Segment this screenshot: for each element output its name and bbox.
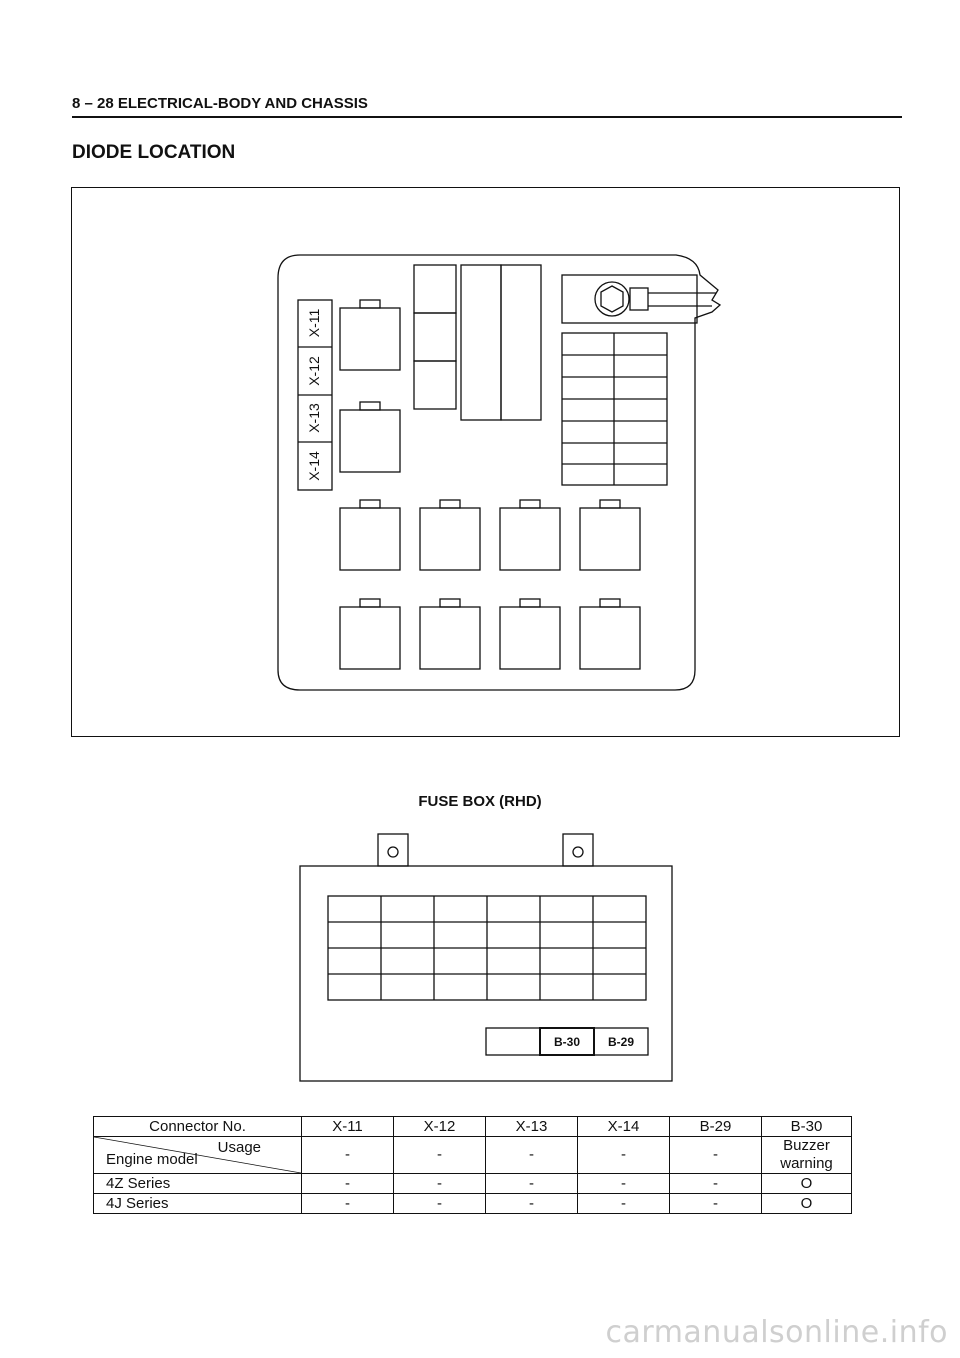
row-label: 4Z Series	[94, 1174, 302, 1194]
table-cell: -	[670, 1137, 762, 1174]
terminal-bolt	[562, 275, 716, 323]
section-title: DIODE LOCATION	[72, 142, 236, 163]
table-cell: -	[394, 1194, 486, 1214]
table-cell: -	[486, 1174, 578, 1194]
header-b30: B-30	[762, 1117, 852, 1137]
row-label: 4J Series	[94, 1194, 302, 1214]
maxi-fuses	[461, 265, 541, 420]
header-x14: X-14	[578, 1117, 670, 1137]
table-cell: -	[578, 1194, 670, 1214]
table-cell: O	[762, 1174, 852, 1194]
table-row	[94, 1194, 852, 1214]
table-cell: -	[486, 1137, 578, 1174]
connector-label-x13: X-13	[306, 403, 322, 433]
table-cell: -	[578, 1137, 670, 1174]
table-cell: -	[394, 1174, 486, 1194]
mini-fuse-grid	[562, 333, 667, 485]
relay-row-2	[340, 599, 640, 669]
table-row	[94, 1174, 852, 1194]
table-cell: -	[302, 1194, 394, 1214]
header-x12: X-12	[394, 1117, 486, 1137]
diode-grid	[328, 896, 646, 1000]
watermark: carmanualsonline.info	[605, 1315, 948, 1350]
table-cell: -	[578, 1174, 670, 1194]
diode-label-b29: B-29	[607, 1035, 635, 1049]
diode-label-b30: B-30	[553, 1035, 581, 1049]
diag-usage-label: Usage	[217, 1139, 261, 1156]
connector-label-x14: X-14	[306, 451, 322, 481]
table-cell: -	[670, 1174, 762, 1194]
table-cell-buzzer: Buzzer warning	[762, 1137, 852, 1174]
header-x11: X-11	[302, 1117, 394, 1137]
fuse-box-caption: FUSE BOX (RHD)	[418, 793, 542, 810]
header-connector-no: Connector No.	[94, 1117, 302, 1137]
connector-label-x11: X-11	[306, 308, 322, 338]
relay-row-1	[340, 500, 640, 570]
connector-label-x12: X-12	[306, 356, 322, 386]
table-cell: -	[302, 1174, 394, 1194]
relay-left-bottom	[340, 402, 400, 472]
table-header-row	[94, 1117, 852, 1137]
table-cell: -	[486, 1194, 578, 1214]
table-cell: -	[394, 1137, 486, 1174]
diag-engine-label: Engine model	[106, 1151, 198, 1168]
page-header: 8 – 28 ELECTRICAL-BODY AND CHASSIS	[72, 95, 368, 112]
table-usage-row	[94, 1137, 852, 1174]
table-cell: -	[670, 1194, 762, 1214]
header-b29: B-29	[670, 1117, 762, 1137]
fuse-column	[414, 265, 456, 409]
header-x13: X-13	[486, 1117, 578, 1137]
relay-left-top	[340, 300, 400, 370]
diode-usage-table	[93, 1116, 852, 1214]
diagonal-header-cell	[94, 1137, 302, 1174]
table-cell: O	[762, 1194, 852, 1214]
table-cell: -	[302, 1137, 394, 1174]
